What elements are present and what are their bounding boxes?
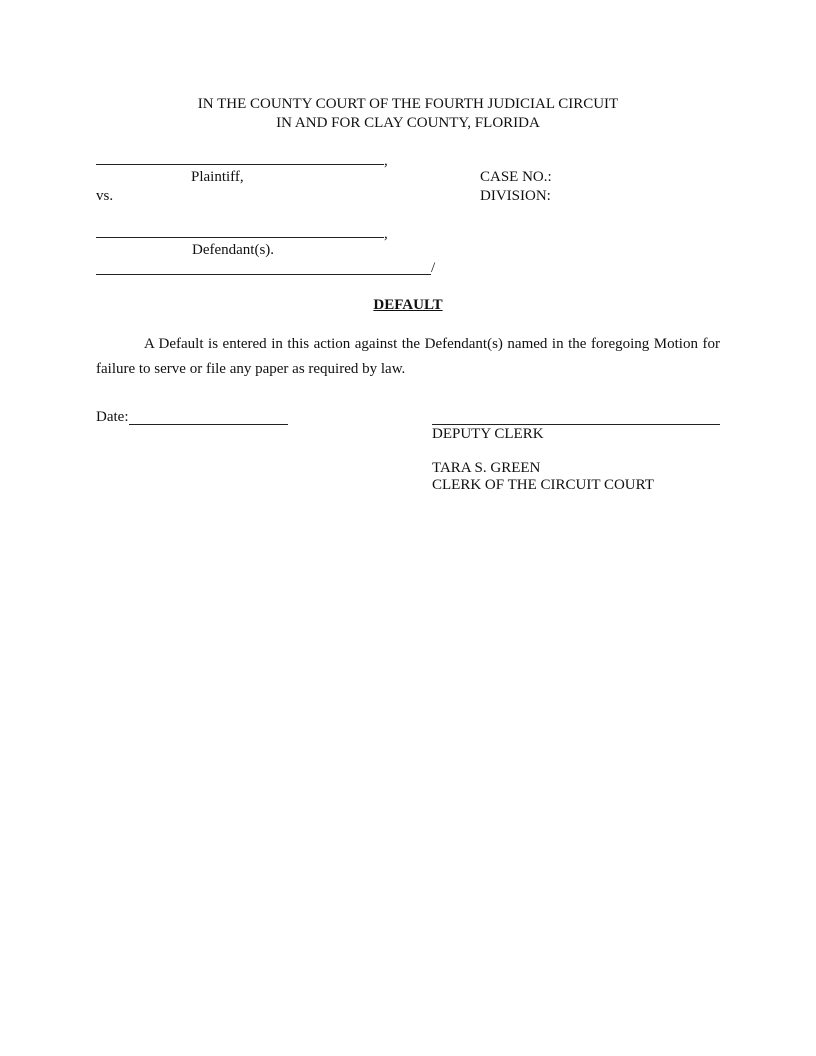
defendant-comma: , [384, 226, 388, 242]
defendant-name-line [96, 237, 384, 238]
clerk-title: CLERK OF THE CIRCUIT COURT [432, 477, 654, 493]
date-line [129, 424, 288, 425]
vs-label: vs. [96, 188, 114, 204]
deputy-clerk-signature-line [432, 424, 720, 425]
default-paragraph [96, 332, 720, 382]
defendant-label: Defendant(s). [192, 242, 275, 258]
case-number-label: CASE NO.: [480, 169, 552, 185]
court-heading-line-1: IN THE COUNTY COURT OF THE FOURTH JUDICIAL CIRCUIT [197, 96, 619, 112]
date-label: Date: [96, 409, 129, 425]
caption-closing-line [96, 274, 431, 275]
plaintiff-name-line [96, 164, 384, 165]
division-label: DIVISION: [480, 188, 551, 204]
plaintiff-comma: , [384, 153, 388, 169]
plaintiff-label: Plaintiff, [191, 169, 244, 185]
clerk-name: TARA S. GREEN [432, 460, 541, 476]
caption-slash: / [431, 260, 436, 276]
document-title: DEFAULT [373, 297, 443, 313]
default-paragraph-text: A Default is entered in this action against the Defendant(s) named in the foregoing Motion for failure to serve or file any paper as required by law. [96, 336, 720, 377]
court-heading-line-2: IN AND FOR CLAY COUNTY, FLORIDA [276, 115, 540, 131]
deputy-clerk-label: DEPUTY CLERK [432, 426, 544, 442]
